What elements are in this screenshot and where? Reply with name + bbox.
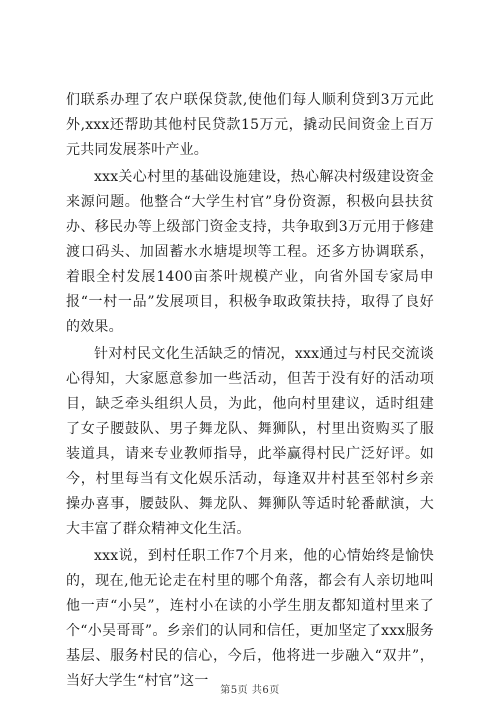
page-footer: 第5页 共6页: [220, 685, 280, 696]
paragraph-infrastructure: xxx关心村里的基础设施建设，热心解决村级建设资金来源问题。他整合“大学生村官”身份资源，积极向县扶贫办、移民办等上级部门资金支持，共争取到3万元用于修建渡口码头、加固蓄水水塘堤坝等工程。还多方协调联系，着眼全村发展1400亩茶叶规模产业，向省外国专家局申报“一村一品”发展项目，积极争取政策扶持，取得了良好的效果。: [66, 169, 434, 335]
body-text: [66, 88, 434, 696]
paragraph-cultural-life: 针对村民文化生活缺乏的情况，xxx通过与村民交流谈心得知，大家愿意参加一些活动，但苦于没有好的活动项目，缺乏牵头组织人员，为此，他向村里建议，适时组建了女子腰鼓队、男子舞龙队、舞狮队，村里出资购买了服装道具，请来专业教师指导，此举赢得村民广泛好评。如今，村里每当有文化娱乐活动，每逢双井村甚至邻村乡亲操办喜事，腰鼓队、舞龙队、舞狮队等适时轮番献演，大大丰富了群众精神文化生活。: [66, 346, 434, 537]
paragraph-loan-support: 们联系办理了农户联保贷款,使他们每人顺利贷到3万元此外,xxx还帮助其他村民贷款15万元，撬动民间资金上百万元共同发展茶叶产业。: [66, 92, 434, 158]
paragraph-reflection: xxx说，到村任职工作7个月来，他的心情始终是愉快的，现在,他无论走在村里的哪个角落，都会有人亲切地叫他一声“小吴”，连村小在读的小学生朋友都知道村里来了个“小吴哥哥”。乡亲们的认同和信任，更加坚定了xxx服务基层、服务村民的信心，今后，他将进一步融入“双井”，当好大学生“村官”这一: [66, 548, 434, 689]
